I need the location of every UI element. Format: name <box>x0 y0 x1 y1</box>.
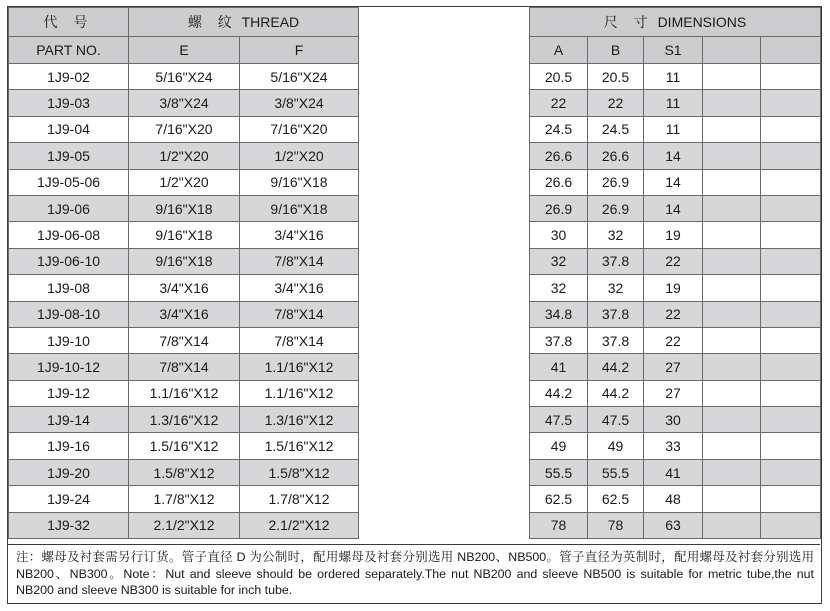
blank-cell <box>703 248 761 274</box>
thread-f-cell: 3/4"X16 <box>240 275 359 301</box>
blank-gap-cell <box>359 90 530 116</box>
table-row <box>9 459 821 485</box>
blank-gap-cell <box>359 459 530 485</box>
blank-cell <box>703 380 761 406</box>
table-row <box>9 512 821 538</box>
blank-cell <box>761 248 821 274</box>
thread-e-cell: 3/4"X16 <box>129 301 240 327</box>
dim-b-cell: 37.8 <box>588 301 644 327</box>
col-f-header: F <box>240 37 359 64</box>
blank-cell <box>761 459 821 485</box>
thread-e-cell: 9/16"X18 <box>129 195 240 221</box>
dim-a-cell: 37.8 <box>530 327 588 353</box>
thread-header-en: THREAD <box>241 14 300 30</box>
blank-cell <box>703 116 761 142</box>
table-row <box>9 486 821 512</box>
dim-a-cell: 20.5 <box>530 64 588 90</box>
blank-cell <box>703 486 761 512</box>
thread-f-cell: 7/8"X14 <box>240 327 359 353</box>
blank-cell <box>703 90 761 116</box>
table-row <box>9 301 821 327</box>
thread-e-cell: 3/8"X24 <box>129 90 240 116</box>
dim-a-cell: 26.9 <box>530 195 588 221</box>
dim-a-cell: 32 <box>530 275 588 301</box>
thread-e-cell: 3/4"X16 <box>129 275 240 301</box>
thread-e-cell: 5/16"X24 <box>129 64 240 90</box>
part-no-cell: 1J9-06-08 <box>9 222 129 248</box>
table-body <box>9 64 821 539</box>
blank-gap-cell <box>359 64 530 90</box>
part-no-cell: 1J9-05 <box>9 143 129 169</box>
dimensions-table <box>8 7 821 539</box>
part-no-header: PART NO. <box>9 37 129 64</box>
dim-b-cell: 26.6 <box>588 143 644 169</box>
blank-gap-cell <box>359 222 530 248</box>
dim-b-cell: 47.5 <box>588 407 644 433</box>
dim-b-cell: 78 <box>588 512 644 538</box>
col-s1-header: S1 <box>644 37 703 64</box>
blank-gap-cell <box>359 354 530 380</box>
thread-e-cell: 7/16"X20 <box>129 116 240 142</box>
blank-cell <box>761 301 821 327</box>
thread-e-cell: 1.3/16"X12 <box>129 407 240 433</box>
thread-f-cell: 1.5/8"X12 <box>240 459 359 485</box>
table-row <box>9 169 821 195</box>
dim-s1-cell: 19 <box>644 222 703 248</box>
thread-f-cell: 3/8"X24 <box>240 90 359 116</box>
thread-f-cell: 2.1/2"X12 <box>240 512 359 538</box>
dim-s1-cell: 27 <box>644 380 703 406</box>
thread-e-cell: 1/2"X20 <box>129 143 240 169</box>
footnote: 注：螺母及衬套需另行订货。管子直径 D 为公制时，配用螺母及衬套分别选用 NB200、NB500。管子直径为英制时，配用螺母及衬套分别选用 NB200、NB300。Note：Nut and sleeve should be ordered separately.The nut NB200 and sleeve NB500 is suitable for metric tube,the nut NB200 and sleeve NB300 is suitable for inch tube. <box>8 544 820 604</box>
dim-a-cell: 24.5 <box>530 116 588 142</box>
dim-a-cell: 26.6 <box>530 143 588 169</box>
thread-e-cell: 7/8"X14 <box>129 354 240 380</box>
table-row <box>9 407 821 433</box>
dim-s1-cell: 19 <box>644 275 703 301</box>
table-row <box>9 275 821 301</box>
blank-cell <box>703 407 761 433</box>
thread-f-cell: 1.1/16"X12 <box>240 380 359 406</box>
dim-a-cell: 49 <box>530 433 588 459</box>
dimensions-header-cn: 尺 寸 <box>603 14 654 30</box>
thread-e-cell: 1/2"X20 <box>129 169 240 195</box>
dim-b-cell: 37.8 <box>588 248 644 274</box>
blank-cell <box>703 275 761 301</box>
blank-gap-column <box>359 8 530 64</box>
dim-b-cell: 37.8 <box>588 327 644 353</box>
thread-e-cell: 9/16"X18 <box>129 222 240 248</box>
part-no-cell: 1J9-06 <box>9 195 129 221</box>
dim-a-cell: 62.5 <box>530 486 588 512</box>
blank-gap-cell <box>359 116 530 142</box>
table-row <box>9 327 821 353</box>
part-no-cell: 1J9-32 <box>9 512 129 538</box>
blank-cell <box>761 327 821 353</box>
dim-b-cell: 20.5 <box>588 64 644 90</box>
thread-e-cell: 1.7/8"X12 <box>129 486 240 512</box>
dim-a-cell: 41 <box>530 354 588 380</box>
part-no-header-cn: 代 号 <box>9 8 129 37</box>
dim-a-cell: 30 <box>530 222 588 248</box>
dim-s1-cell: 63 <box>644 512 703 538</box>
dim-s1-cell: 14 <box>644 195 703 221</box>
blank-cell <box>761 222 821 248</box>
thread-f-cell: 1.1/16"X12 <box>240 354 359 380</box>
thread-f-cell: 1.5/16"X12 <box>240 433 359 459</box>
dim-s1-cell: 48 <box>644 486 703 512</box>
blank-gap-cell <box>359 512 530 538</box>
blank-gap-cell <box>359 407 530 433</box>
dim-s1-cell: 11 <box>644 116 703 142</box>
blank-gap-cell <box>359 275 530 301</box>
blank-cell <box>703 143 761 169</box>
blank-cell <box>761 195 821 221</box>
blank-cell <box>703 195 761 221</box>
table-row <box>9 64 821 90</box>
part-no-cell: 1J9-14 <box>9 407 129 433</box>
blank-gap-cell <box>359 169 530 195</box>
part-no-cell: 1J9-05-06 <box>9 169 129 195</box>
blank-gap-cell <box>359 301 530 327</box>
blank-cell <box>761 169 821 195</box>
blank-header-cell <box>703 37 761 64</box>
blank-cell <box>703 459 761 485</box>
blank-cell <box>703 433 761 459</box>
dim-a-cell: 32 <box>530 248 588 274</box>
part-no-cell: 1J9-08-10 <box>9 301 129 327</box>
part-no-cell: 1J9-02 <box>9 64 129 90</box>
part-no-cell: 1J9-24 <box>9 486 129 512</box>
dim-s1-cell: 22 <box>644 248 703 274</box>
blank-cell <box>761 143 821 169</box>
dimensions-header-en: DIMENSIONS <box>657 14 747 30</box>
blank-gap-cell <box>359 248 530 274</box>
spec-sheet <box>7 6 822 604</box>
part-no-cell: 1J9-16 <box>9 433 129 459</box>
col-b-header: B <box>588 37 644 64</box>
blank-gap-cell <box>359 486 530 512</box>
blank-cell <box>761 433 821 459</box>
blank-cell <box>761 407 821 433</box>
blank-cell <box>761 354 821 380</box>
dim-b-cell: 24.5 <box>588 116 644 142</box>
dim-b-cell: 44.2 <box>588 354 644 380</box>
dim-s1-cell: 14 <box>644 169 703 195</box>
thread-f-cell: 1.7/8"X12 <box>240 486 359 512</box>
part-no-cell: 1J9-03 <box>9 90 129 116</box>
thread-f-cell: 1.3/16"X12 <box>240 407 359 433</box>
blank-gap-cell <box>359 327 530 353</box>
dim-a-cell: 55.5 <box>530 459 588 485</box>
thread-f-cell: 5/16"X24 <box>240 64 359 90</box>
thread-e-cell: 9/16"X18 <box>129 248 240 274</box>
table-row <box>9 380 821 406</box>
thread-header <box>129 8 359 37</box>
blank-gap-cell <box>359 380 530 406</box>
blank-cell <box>703 64 761 90</box>
dim-s1-cell: 41 <box>644 459 703 485</box>
table-row <box>9 433 821 459</box>
dim-s1-cell: 22 <box>644 327 703 353</box>
thread-e-cell: 1.1/16"X12 <box>129 380 240 406</box>
dim-b-cell: 55.5 <box>588 459 644 485</box>
table-row <box>9 354 821 380</box>
dim-b-cell: 22 <box>588 90 644 116</box>
part-no-cell: 1J9-06-10 <box>9 248 129 274</box>
dim-s1-cell: 14 <box>644 143 703 169</box>
blank-cell <box>703 222 761 248</box>
blank-header-cell <box>761 37 821 64</box>
thread-f-cell: 7/8"X14 <box>240 248 359 274</box>
blank-cell <box>761 90 821 116</box>
thread-f-cell: 9/16"X18 <box>240 169 359 195</box>
thread-header-cn: 螺 纹 <box>187 14 238 30</box>
blank-cell <box>761 116 821 142</box>
dim-b-cell: 49 <box>588 433 644 459</box>
dim-a-cell: 78 <box>530 512 588 538</box>
part-no-cell: 1J9-20 <box>9 459 129 485</box>
blank-cell <box>703 327 761 353</box>
table-row <box>9 195 821 221</box>
dim-a-cell: 44.2 <box>530 380 588 406</box>
dim-s1-cell: 27 <box>644 354 703 380</box>
table-row <box>9 143 821 169</box>
dim-a-cell: 47.5 <box>530 407 588 433</box>
blank-cell <box>703 512 761 538</box>
thread-f-cell: 7/8"X14 <box>240 301 359 327</box>
table-row <box>9 90 821 116</box>
table-row <box>9 248 821 274</box>
col-e-header: E <box>129 37 240 64</box>
blank-cell <box>703 169 761 195</box>
part-no-cell: 1J9-10-12 <box>9 354 129 380</box>
table-row <box>9 116 821 142</box>
blank-gap-cell <box>359 433 530 459</box>
part-no-cell: 1J9-10 <box>9 327 129 353</box>
thread-f-cell: 3/4"X16 <box>240 222 359 248</box>
thread-e-cell: 2.1/2"X12 <box>129 512 240 538</box>
dim-s1-cell: 33 <box>644 433 703 459</box>
dim-b-cell: 62.5 <box>588 486 644 512</box>
part-no-cell: 1J9-04 <box>9 116 129 142</box>
dim-s1-cell: 11 <box>644 90 703 116</box>
thread-f-cell: 9/16"X18 <box>240 195 359 221</box>
col-a-header: A <box>530 37 588 64</box>
blank-cell <box>761 486 821 512</box>
thread-e-cell: 1.5/16"X12 <box>129 433 240 459</box>
dimensions-header <box>530 8 821 37</box>
dim-a-cell: 22 <box>530 90 588 116</box>
table-row <box>9 222 821 248</box>
dim-b-cell: 32 <box>588 222 644 248</box>
part-no-cell: 1J9-08 <box>9 275 129 301</box>
dim-a-cell: 26.6 <box>530 169 588 195</box>
dim-s1-cell: 30 <box>644 407 703 433</box>
thread-f-cell: 7/16"X20 <box>240 116 359 142</box>
blank-gap-cell <box>359 195 530 221</box>
blank-cell <box>761 275 821 301</box>
dim-s1-cell: 11 <box>644 64 703 90</box>
blank-cell <box>761 64 821 90</box>
blank-gap-cell <box>359 143 530 169</box>
blank-cell <box>761 380 821 406</box>
blank-cell <box>703 354 761 380</box>
dim-b-cell: 32 <box>588 275 644 301</box>
part-no-cell: 1J9-12 <box>9 380 129 406</box>
dim-b-cell: 26.9 <box>588 169 644 195</box>
thread-e-cell: 1.5/8"X12 <box>129 459 240 485</box>
dim-b-cell: 26.9 <box>588 195 644 221</box>
blank-cell <box>703 301 761 327</box>
blank-cell <box>761 512 821 538</box>
thread-f-cell: 1/2"X20 <box>240 143 359 169</box>
thread-e-cell: 7/8"X14 <box>129 327 240 353</box>
dim-s1-cell: 22 <box>644 301 703 327</box>
dim-b-cell: 44.2 <box>588 380 644 406</box>
dim-a-cell: 34.8 <box>530 301 588 327</box>
